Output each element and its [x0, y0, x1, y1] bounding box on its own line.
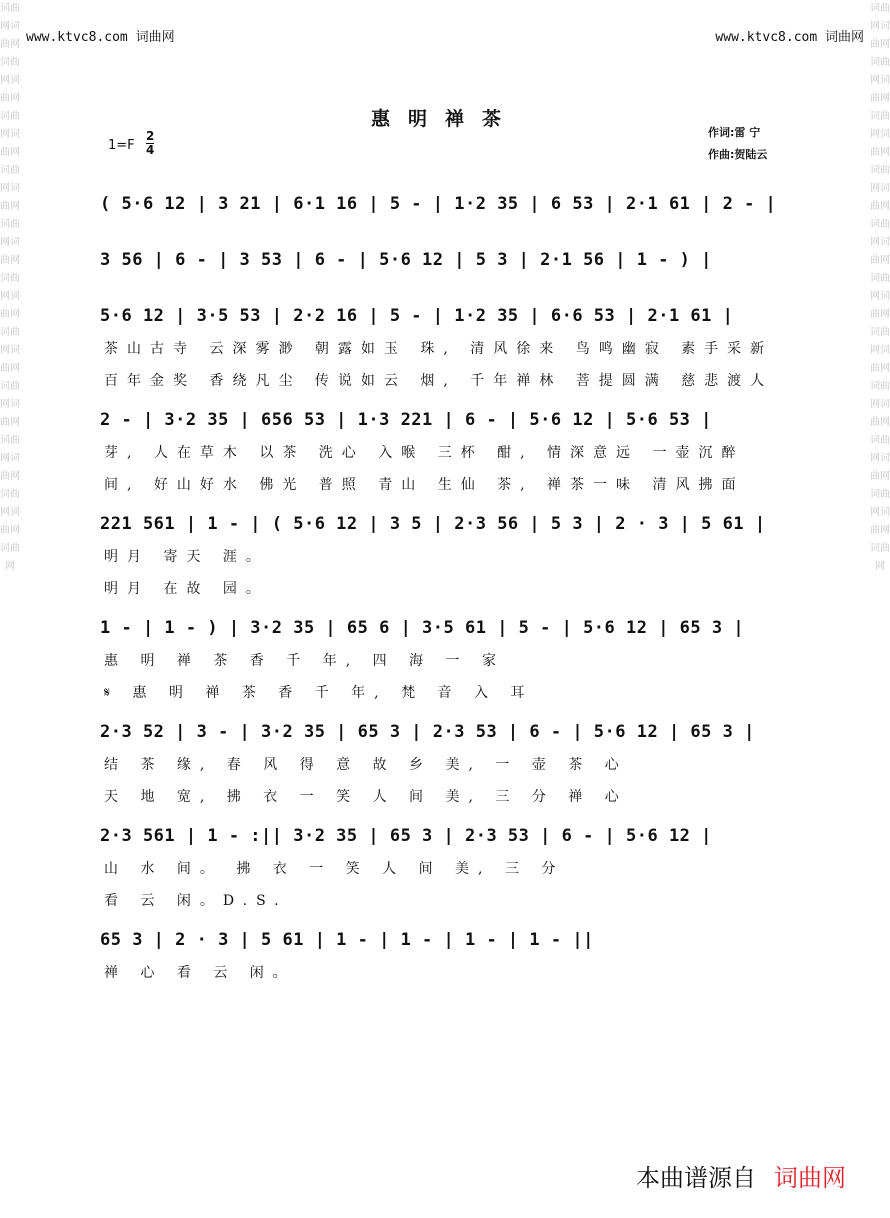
key-signature: 1=F [108, 138, 135, 153]
site-url-right[interactable]: www.ktvc8.com 词曲网 [715, 30, 864, 45]
lyric-line-9-verse-1: 禅 心 看 云 闲。 [104, 965, 296, 981]
source-label: 本曲谱源自 [636, 1164, 756, 1192]
lyric-line-5-verse-2: 明月 在故 园。 [104, 581, 269, 597]
meter-bottom: 4 [146, 143, 155, 157]
lyricist-credit: 作词:雷 宁 [708, 126, 761, 139]
lyric-line-3-verse-1: 茶山古寺 云深雾渺 朝露如玉 珠, 清风徐来 鸟鸣幽寂 素手采新 [104, 341, 774, 357]
score-line-7: 2·3 52 | 3 - | 3·2 35 | 65 3 | 2·3 53 | 6 - | 5·6 12 | 65 3 | [100, 722, 755, 742]
lyric-line-6-verse-1: 惠 明 禅 茶 香 千 年, 四 海 一 家 [104, 653, 505, 669]
site-url-left[interactable]: www.ktvc8.com 词曲网 [26, 30, 175, 45]
brand-link[interactable]: 词曲网 [774, 1164, 846, 1192]
lyric-line-3-verse-2: 百年金奖 香绕凡尘 传说如云 烟, 千年禅林 菩提圆满 慈悲渡人 [104, 373, 774, 389]
score-line-2: 3 56 | 6 - | 3 53 | 6 - | 5·6 12 | 5 3 | 2·1 56 | 1 - ) | [100, 250, 712, 270]
source-footer [636, 1158, 846, 1193]
lyric-line-7-verse-1: 结 茶 缘, 春 风 得 意 故 乡 美, 一 壶 茶 心 [104, 757, 628, 773]
lyric-line-6-verse-2: 𝄋 惠 明 禅 茶 香 千 年, 梵 音 入 耳 [104, 685, 534, 701]
lyric-line-8-verse-2: 看 云 闲。D.S. [104, 893, 288, 909]
score-line-6: 1 - | 1 - ) | 3·2 35 | 65 6 | 3·5 61 | 5 - | 5·6 12 | 65 3 | [100, 618, 745, 638]
score-line-4: 2 - | 3·2 35 | 656 53 | 1·3 221 | 6 - | 5·6 12 | 5·6 53 | [100, 410, 712, 430]
score-line-8: 2·3 561 | 1 - :|| 3·2 35 | 65 3 | 2·3 53 | 6 - | 5·6 12 | [100, 826, 712, 846]
lyric-line-5-verse-1: 明月 寄天 涯。 [104, 549, 269, 565]
lyric-line-7-verse-2: 天 地 宽, 拂 衣 一 笑 人 间 美, 三 分 禅 心 [104, 789, 628, 805]
score-line-9: 65 3 | 2 · 3 | 5 61 | 1 - | 1 - | 1 - | 1 - || [100, 930, 594, 950]
score-line-1: ( 5·6 12 | 3 21 | 6·1 16 | 5 - | 1·2 35 | 6 53 | 2·1 61 | 2 - | [100, 194, 777, 214]
watermark-right-column: 词曲网词曲网词曲网词曲网词曲网词曲网词曲网词曲网词曲网词曲网词曲网词曲网词曲网词曲网词曲网词曲网词曲网词曲网词曲网词曲网词曲网 [870, 3, 890, 572]
lyric-line-4-verse-2: 间, 好山好水 佛光 普照 青山 生仙 茶, 禅茶一味 清风拂面 [104, 477, 745, 493]
time-signature [146, 130, 154, 157]
lyric-line-4-verse-1: 芽, 人在草木 以茶 洗心 入喉 三杯 酣, 情深意远 一壶沉醉 [104, 445, 745, 461]
watermark-left-column: 词曲网词曲网词曲网词曲网词曲网词曲网词曲网词曲网词曲网词曲网词曲网词曲网词曲网词曲网词曲网词曲网词曲网词曲网词曲网词曲网词曲网 [0, 3, 20, 572]
score-line-3: 5·6 12 | 3·5 53 | 2·2 16 | 5 - | 1·2 35 | 6·6 53 | 2·1 61 | [100, 306, 734, 326]
song-title: 惠明禅茶 [370, 108, 519, 130]
composer-credit: 作曲:贺陆云 [708, 148, 768, 161]
score-line-5: 221 561 | 1 - | ( 5·6 12 | 3 5 | 2·3 56 | 5 3 | 2 · 3 | 5 61 | [100, 514, 766, 534]
lyric-line-8-verse-1: 山 水 间。 拂 衣 一 笑 人 间 美, 三 分 [104, 861, 565, 877]
meter-top: 2 [146, 129, 155, 143]
